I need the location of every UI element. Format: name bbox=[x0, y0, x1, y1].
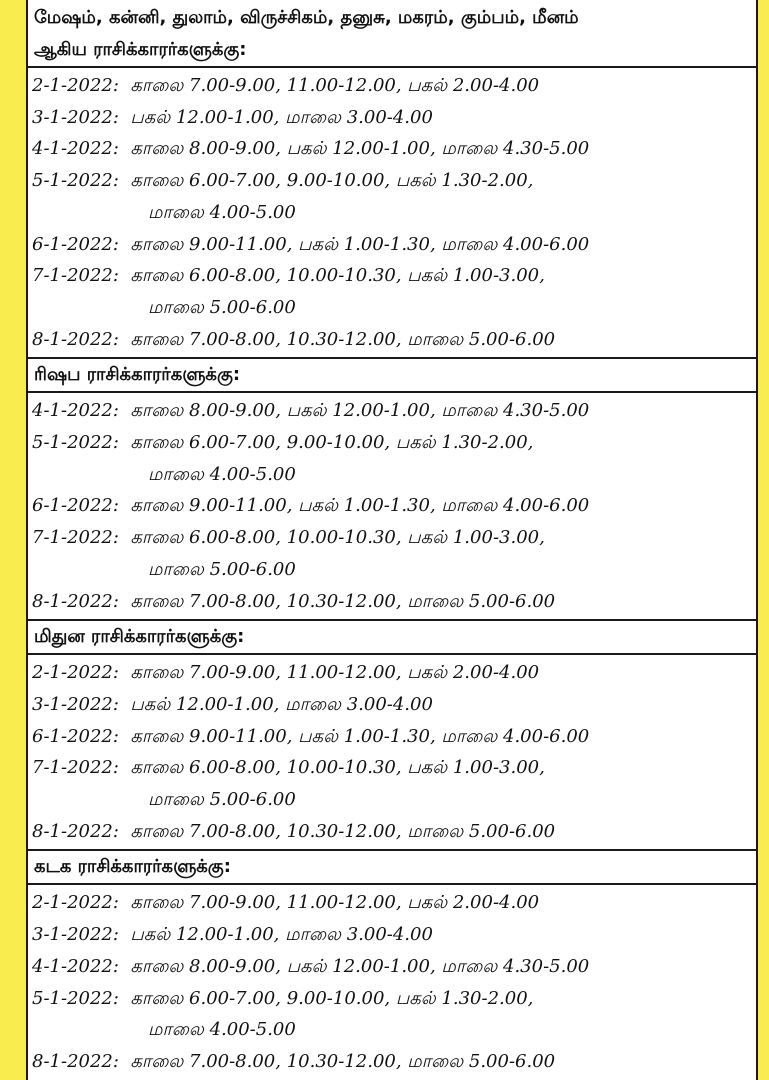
row-times: காலை 7.00-8.00, 10.30-12.00, மாலை 5.00-6.00 bbox=[130, 820, 556, 842]
section-kadaga bbox=[28, 851, 756, 1079]
row-date: 2-1-2022: bbox=[32, 662, 119, 684]
time-row bbox=[28, 689, 756, 721]
row-times: காலை 9.00-11.00, பகல் 1.00-1.30, மாலை 4.00-6.00 bbox=[130, 233, 590, 255]
row-times-continuation: மாலை 4.00-5.00 bbox=[148, 463, 296, 485]
row-times: காலை 6.00-7.00, 9.00-10.00, பகல் 1.30-2.00, bbox=[130, 170, 534, 192]
section-heading-line2: ஆகிய ராசிக்காரர்களுக்கு: bbox=[28, 34, 756, 68]
row-date: 7-1-2022: bbox=[32, 757, 119, 779]
time-row bbox=[28, 586, 756, 618]
time-row bbox=[28, 951, 756, 983]
schedule-table bbox=[26, 0, 758, 1080]
row-times-continuation: மாலை 4.00-5.00 bbox=[148, 201, 296, 223]
row-date: 8-1-2022: bbox=[32, 1050, 119, 1072]
row-times: காலை 7.00-9.00, 11.00-12.00, பகல் 2.00-4.00 bbox=[130, 892, 540, 914]
row-times: காலை 8.00-9.00, பகல் 12.00-1.00, மாலை 4.30-5.00 bbox=[130, 138, 590, 160]
row-times: காலை 7.00-8.00, 10.30-12.00, மாலை 5.00-6.00 bbox=[130, 590, 556, 612]
time-row bbox=[28, 395, 756, 427]
row-date: 4-1-2022: bbox=[32, 400, 119, 422]
row-times: பகல் 12.00-1.00, மாலை 3.00-4.00 bbox=[130, 693, 433, 715]
row-date: 5-1-2022: bbox=[32, 432, 119, 454]
section-heading: கடக ராசிக்காரர்களுக்கு: bbox=[28, 851, 756, 885]
time-row bbox=[28, 70, 756, 102]
row-times: காலை 7.00-8.00, 10.30-12.00, மாலை 5.00-6.00 bbox=[130, 1050, 556, 1072]
time-row bbox=[28, 133, 756, 165]
row-date: 3-1-2022: bbox=[32, 106, 119, 128]
row-times: காலை 7.00-8.00, 10.30-12.00, மாலை 5.00-6.00 bbox=[130, 328, 556, 350]
time-row bbox=[28, 427, 756, 459]
time-row bbox=[28, 490, 756, 522]
row-times: காலை 7.00-9.00, 11.00-12.00, பகல் 2.00-4.00 bbox=[130, 662, 540, 684]
row-times-continuation: மாலை 5.00-6.00 bbox=[148, 558, 296, 580]
time-row bbox=[28, 260, 756, 292]
time-row bbox=[28, 1046, 756, 1078]
row-times: காலை 6.00-8.00, 10.00-10.30, பகல் 1.00-3.00, bbox=[130, 527, 545, 549]
row-times-continuation: மாலை 5.00-6.00 bbox=[148, 296, 296, 318]
row-times-continuation: மாலை 4.00-5.00 bbox=[148, 1019, 296, 1041]
row-date: 4-1-2022: bbox=[32, 138, 119, 160]
section-rishaba bbox=[28, 359, 756, 621]
row-date: 8-1-2022: bbox=[32, 820, 119, 842]
section-heading: மிதுன ராசிக்காரர்களுக்கு: bbox=[28, 621, 756, 655]
time-row bbox=[28, 983, 756, 1015]
section-heading-line1: மேஷம், கன்னி, துலாம், விருச்சிகம், தனுசு, மகரம், கும்பம், மீனம் bbox=[34, 7, 579, 28]
time-row bbox=[28, 721, 756, 753]
row-date: 3-1-2022: bbox=[32, 924, 119, 946]
row-times: பகல் 12.00-1.00, மாலை 3.00-4.00 bbox=[130, 106, 433, 128]
section-mithuna bbox=[28, 621, 756, 851]
section-heading: ரிஷப ராசிக்காரர்களுக்கு: bbox=[28, 359, 756, 393]
row-date: 6-1-2022: bbox=[32, 495, 119, 517]
row-times: காலை 7.00-9.00, 11.00-12.00, பகல் 2.00-4.00 bbox=[130, 75, 540, 96]
row-date: 6-1-2022: bbox=[32, 725, 119, 747]
row-date: 5-1-2022: bbox=[32, 170, 119, 192]
row-date: 8-1-2022: bbox=[32, 328, 119, 350]
row-times: காலை 6.00-7.00, 9.00-10.00, பகல் 1.30-2.00, bbox=[130, 987, 534, 1009]
section-rows bbox=[28, 393, 756, 619]
row-date: 7-1-2022: bbox=[32, 265, 119, 287]
time-row bbox=[28, 229, 756, 261]
row-date: 2-1-2022: bbox=[32, 892, 119, 914]
row-times: பகல் 12.00-1.00, மாலை 3.00-4.00 bbox=[130, 924, 433, 946]
row-times: காலை 6.00-8.00, 10.00-10.30, பகல் 1.00-3.00, bbox=[130, 265, 545, 287]
time-row bbox=[28, 102, 756, 134]
time-row bbox=[28, 752, 756, 784]
row-times: காலை 6.00-8.00, 10.00-10.30, பகல் 1.00-3.00, bbox=[130, 757, 545, 779]
section-rows bbox=[28, 885, 756, 1079]
section-mesham-group bbox=[28, 0, 756, 359]
row-times: காலை 8.00-9.00, பகல் 12.00-1.00, மாலை 4.30-5.00 bbox=[130, 400, 590, 422]
row-date: 8-1-2022: bbox=[32, 590, 119, 612]
row-times: காலை 9.00-11.00, பகல் 1.00-1.30, மாலை 4.00-6.00 bbox=[130, 725, 590, 747]
row-date: 7-1-2022: bbox=[32, 527, 119, 549]
row-date: 2-1-2022: bbox=[32, 75, 119, 96]
time-row bbox=[28, 919, 756, 951]
time-row bbox=[28, 816, 756, 848]
time-row bbox=[28, 887, 756, 919]
row-times-continuation: மாலை 5.00-6.00 bbox=[148, 789, 296, 811]
row-date: 3-1-2022: bbox=[32, 693, 119, 715]
section-rows bbox=[28, 655, 756, 849]
row-times: காலை 6.00-7.00, 9.00-10.00, பகல் 1.30-2.00, bbox=[130, 432, 534, 454]
time-row bbox=[28, 165, 756, 197]
row-date: 4-1-2022: bbox=[32, 955, 119, 977]
time-row bbox=[28, 522, 756, 554]
row-date: 6-1-2022: bbox=[32, 233, 119, 255]
time-row bbox=[28, 657, 756, 689]
time-row bbox=[28, 324, 756, 356]
row-times: காலை 9.00-11.00, பகல் 1.00-1.30, மாலை 4.00-6.00 bbox=[130, 495, 590, 517]
row-date: 5-1-2022: bbox=[32, 987, 119, 1009]
section-rows bbox=[28, 68, 756, 357]
row-times: காலை 8.00-9.00, பகல் 12.00-1.00, மாலை 4.30-5.00 bbox=[130, 955, 590, 977]
